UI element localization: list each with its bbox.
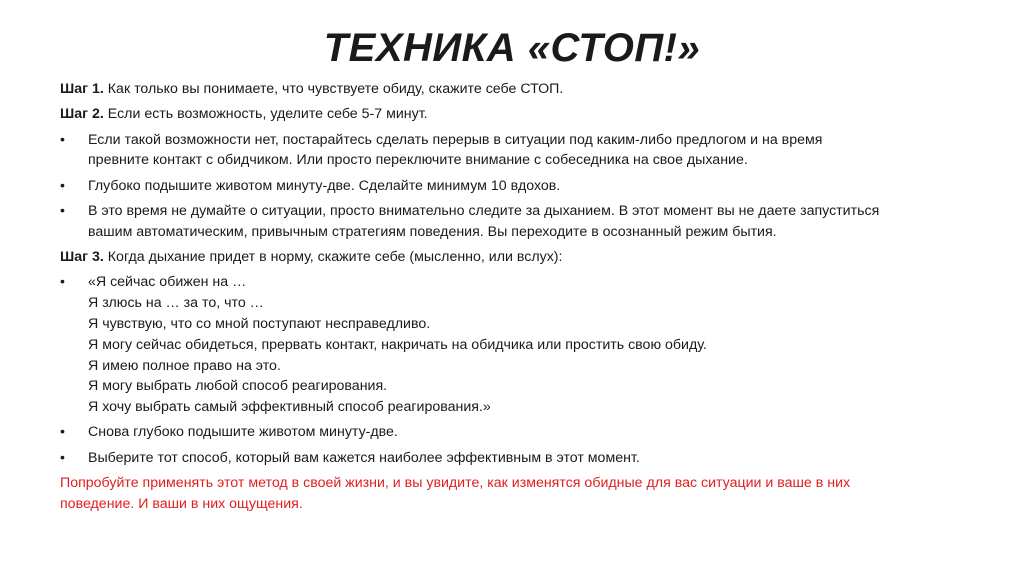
step-1-label: Шаг 1. (60, 81, 104, 97)
step-1 (60, 79, 960, 100)
step-2-label: Шаг 2. (60, 106, 104, 123)
bullet-line: вашим автоматическим, привычным стратегиям поведения. Вы переходите в осознанный режим бытия. (88, 223, 777, 240)
slide-content (60, 79, 960, 519)
bullet-line: Я чувствую, что со мной поступают несправедливо. (88, 315, 431, 332)
bullet-line: Я хочу выбрать самый эффективный способ реагирования.» (88, 399, 491, 416)
step-3-bullet-2 (60, 422, 960, 443)
step-3-label: Шаг 3. (60, 249, 104, 266)
bullet-icon: • (60, 274, 65, 291)
bullet-line: Глубоко подышите животом минуту-две. Сделайте минимум 10 вдохов. (88, 177, 561, 194)
bullet-line: Я могу сейчас обидеться, прервать контакт, накричать на обидчика или простить свою обиду. (88, 336, 707, 353)
step-3-bullet-3 (60, 448, 960, 469)
bullet-line: Я злюсь на … за то, что … (88, 295, 264, 312)
step-3 (60, 247, 960, 268)
bullet-line: превните контакт с обидчиком. Или просто переключите внимание с собеседника на свое дыхание. (88, 152, 748, 169)
step-1-text: Как только вы понимаете, что чувствуете обиду, скажите себе СТОП. (103, 81, 564, 97)
bullet-line: Снова глубоко подышите животом минуту-две. (88, 424, 398, 441)
bullet-line: «Я сейчас обижен на … (88, 274, 247, 291)
bullet-icon: • (60, 449, 65, 466)
step-2-bullet-2 (60, 176, 960, 197)
bullet-icon: • (60, 202, 65, 219)
step-3-bullet-1 (60, 272, 960, 418)
closing-note (60, 473, 960, 515)
bullet-line: Я могу выбрать любой способ реагирования. (88, 378, 388, 395)
bullet-line: Я имею полное право на это. (88, 357, 281, 374)
bullet-icon: • (60, 131, 65, 148)
bullet-icon: • (60, 424, 65, 441)
closing-line: Попробуйте применять этот метод в своей жизни, и вы увидите, как изменятся обидные для вас ситуации и ваше в них (60, 475, 851, 492)
bullet-line: В это время не думайте о ситуации, просто внимательно следите за дыханием. В этот момент вы не даете запуститься (88, 202, 880, 219)
step-2 (60, 104, 960, 125)
step-2-bullet-3 (60, 201, 960, 243)
step-3-text: Когда дыхание придет в норму, скажите себе (мысленно, или вслух): (103, 249, 563, 266)
bullet-line: Выберите тот способ, который вам кажется наиболее эффективным в этот момент. (88, 449, 640, 466)
bullet-line: Если такой возможности нет, постарайтесь сделать перерыв в ситуации под каким-либо предлогом и на время (88, 131, 823, 148)
bullet-icon: • (60, 177, 65, 194)
closing-line: поведение. И ваши в них ощущения. (60, 495, 303, 512)
slide-title: ТЕХНИКА «СТОП!» (323, 26, 701, 70)
step-2-text: Если есть возможность, уделите себе 5-7 минут. (103, 106, 428, 123)
step-2-bullet-1 (60, 130, 960, 172)
